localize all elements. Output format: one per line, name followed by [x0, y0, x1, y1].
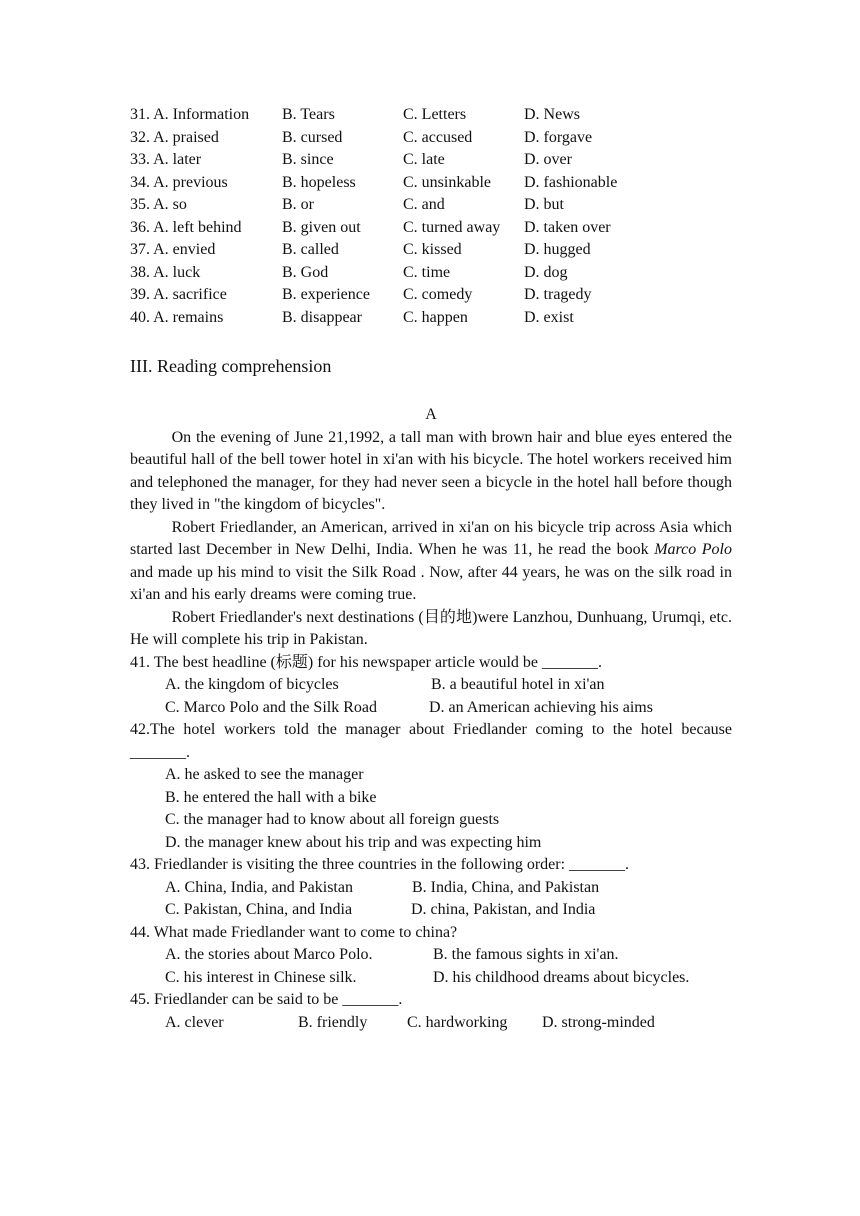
option-row-37	[130, 239, 732, 262]
answer-b: B. the famous sights in xi'an.	[433, 946, 619, 963]
option-row-31	[130, 104, 732, 127]
option-d: D. exist	[524, 308, 574, 326]
option-c: C. kissed	[403, 241, 462, 258]
option-b: B. Tears	[282, 106, 335, 123]
option-b: B. since	[282, 151, 334, 168]
option-d: D. fashionable	[524, 173, 618, 191]
book-title: Marco Polo	[654, 541, 733, 558]
option-c: C. comedy	[403, 286, 473, 303]
answer-a: A. China, India, and Pakistan	[165, 878, 353, 896]
passage-paragraph-2	[130, 517, 732, 607]
question-43: 43. Friedlander is visiting the three countries in the following order: _______.	[130, 856, 630, 873]
answer-c: C. Marco Polo and the Silk Road	[165, 698, 377, 716]
answer-c: C. his interest in Chinese silk.	[165, 968, 357, 986]
option-c: C. happen	[403, 308, 468, 326]
option-c: C. late	[403, 151, 445, 168]
exam-page	[130, 104, 732, 1034]
answer-a: A. the stories about Marco Polo.	[165, 946, 373, 963]
option-a: 36. A. left behind	[130, 218, 242, 236]
answer-b: B. friendly	[298, 1013, 368, 1031]
question-44: 44. What made Friedlander want to come to china?	[130, 923, 458, 941]
answer-d: D. china, Pakistan, and India	[411, 901, 596, 918]
option-a: 33. A. later	[130, 151, 202, 168]
option-b: B. hopeless	[282, 173, 356, 191]
answer-d: D. strong-minded	[542, 1013, 655, 1031]
answer-c: C. the manager had to know about all foreign guests	[165, 811, 500, 828]
passage-title: A	[425, 406, 437, 423]
option-d: D. forgave	[524, 128, 593, 146]
option-b: B. given out	[282, 218, 361, 236]
option-c: C. time	[403, 263, 451, 281]
option-a: 35. A. so	[130, 196, 187, 213]
option-row-33	[130, 149, 732, 172]
option-c: C. and	[403, 196, 445, 213]
option-b: B. cursed	[282, 128, 343, 146]
option-row-40	[130, 307, 732, 330]
passage-paragraph-1: On the evening of June 21,1992, a tall man with brown hair and blue eyes entered the beautiful hall of the bell tower hotel in xi'an with his bicycle. The hotel workers received him and telephoned the manager, for they had never seen a bicycle in the hotel hall before though they lived in "the kingdom of bicycles".	[130, 428, 732, 513]
answer-row	[130, 967, 732, 990]
option-row-34	[130, 172, 732, 195]
answer-c: C. hardworking	[407, 1013, 508, 1031]
option-a: 38. A. luck	[130, 263, 201, 281]
option-c: C. unsinkable	[403, 173, 491, 191]
option-a: 37. A. envied	[130, 241, 216, 258]
option-a: 39. A. sacrifice	[130, 286, 227, 303]
answer-b: B. he entered the hall with a bike	[165, 788, 377, 806]
option-d: D. over	[524, 151, 572, 168]
option-d: D. dog	[524, 263, 568, 281]
option-d: D. taken over	[524, 218, 611, 236]
question-45: 45. Friedlander can be said to be _______.	[130, 991, 403, 1008]
option-d: D. tragedy	[524, 286, 592, 303]
paragraph-text: and made up his mind to visit the Silk Road . Now, after 44 years, he was on the silk road in xi'an and his early dreams were coming true.	[130, 563, 732, 603]
answer-row	[130, 697, 732, 720]
answer-a: A. he asked to see the manager	[165, 766, 364, 783]
option-row-38	[130, 262, 732, 285]
paragraph-text: Robert Friedlander, an American, arrived in xi'an on his bicycle trip across Asia which started last December in New Delhi, India. When he was 11, he read the book	[130, 518, 732, 558]
answer-b: B. a beautiful hotel in xi'an	[431, 676, 605, 693]
option-row-39	[130, 284, 732, 307]
answer-d: D. the manager knew about his trip and was expecting him	[165, 833, 542, 851]
option-row-36	[130, 217, 732, 240]
answer-row	[130, 899, 732, 922]
option-a: 31. A. Information	[130, 106, 250, 123]
option-d: D. hugged	[524, 241, 591, 258]
passage-paragraph-3: Robert Friedlander's next destinations (目的地)were Lanzhou, Dunhuang, Urumqi, etc. He will complete his trip in Pakistan.	[130, 608, 732, 648]
option-c: C. Letters	[403, 106, 467, 123]
option-d: D. News	[524, 106, 580, 123]
question-41: 41. The best headline (标题) for his newspaper article would be _______.	[130, 653, 603, 671]
option-b: B. disappear	[282, 308, 362, 326]
answer-a: A. the kingdom of bicycles	[165, 676, 339, 693]
option-b: B. God	[282, 263, 329, 281]
option-b: B. experience	[282, 286, 370, 303]
answer-b: B. India, China, and Pakistan	[412, 878, 600, 896]
option-row-32	[130, 127, 732, 150]
option-c: C. turned away	[403, 218, 501, 236]
option-a: 40. A. remains	[130, 308, 224, 326]
option-b: B. called	[282, 241, 339, 258]
answer-a: A. clever	[165, 1013, 224, 1031]
answer-c: C. Pakistan, China, and India	[165, 901, 353, 918]
section-heading: III. Reading comprehension	[130, 356, 332, 376]
option-d: D. but	[524, 196, 564, 213]
answer-row	[130, 674, 732, 697]
cloze-options	[130, 104, 732, 329]
option-a: 32. A. praised	[130, 128, 219, 146]
option-c: C. accused	[403, 128, 473, 146]
option-row-35	[130, 194, 732, 217]
answer-row	[130, 1012, 732, 1035]
answer-row	[130, 877, 732, 900]
question-42: 42.The hotel workers told the manager about Friedlander coming to the hotel because _______.	[130, 721, 732, 761]
answer-d: D. his childhood dreams about bicycles.	[433, 968, 690, 986]
option-a: 34. A. previous	[130, 173, 228, 191]
answer-row	[130, 944, 732, 967]
answer-d: D. an American achieving his aims	[429, 698, 653, 716]
option-b: B. or	[282, 196, 314, 213]
